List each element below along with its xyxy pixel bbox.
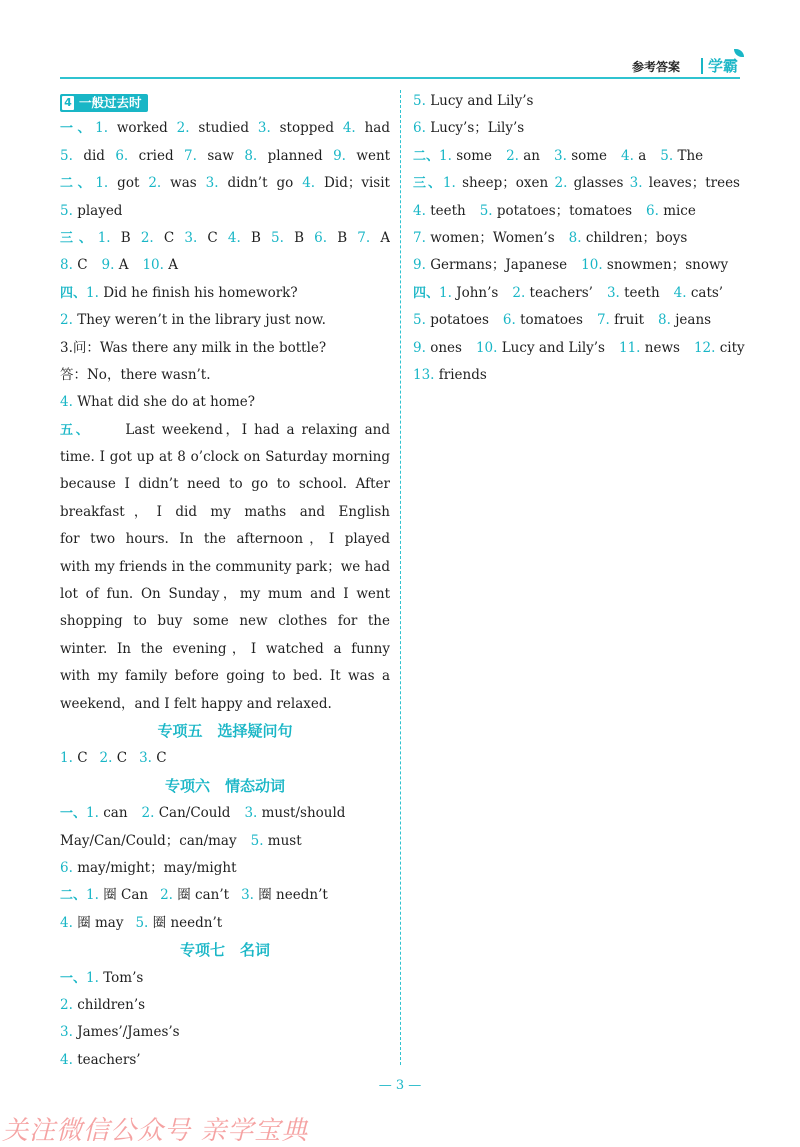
item-number: 5. xyxy=(660,147,674,164)
item-number: 1. xyxy=(95,175,109,192)
answer-text: stopped xyxy=(279,120,334,137)
answer-text: Did；visit xyxy=(324,175,390,192)
answer-line xyxy=(413,335,745,362)
answer-text: snowmen；snowy xyxy=(606,257,729,274)
answer-text: sheep；oxen xyxy=(462,175,549,192)
item-number: 3. xyxy=(241,887,254,904)
header-rule xyxy=(60,77,740,79)
answer-line xyxy=(60,280,390,307)
answer-line xyxy=(413,307,740,334)
item-number: 9. xyxy=(413,257,426,274)
item-number: 2. xyxy=(512,284,526,301)
section-title: 专项五 选择疑问句 xyxy=(157,721,293,740)
item-number: 1. xyxy=(86,284,99,301)
item-number: 6. xyxy=(314,229,328,246)
answer-text: Germans；Japanese xyxy=(430,257,568,274)
answer-line xyxy=(60,828,390,855)
section-label: 一、 xyxy=(60,121,96,137)
answer-text: some xyxy=(571,147,608,164)
answer-text: saw xyxy=(207,147,234,164)
item-number: 1. xyxy=(97,229,111,246)
item-number: 2. xyxy=(160,887,173,904)
item-number: 3. xyxy=(554,147,567,164)
answer-text: teeth xyxy=(430,202,466,219)
section-label: 一、 xyxy=(60,806,87,822)
answer-line xyxy=(413,143,740,170)
answer-line xyxy=(60,335,390,362)
item-number: 4. xyxy=(621,147,634,164)
item-number: 3. xyxy=(205,175,219,192)
item-number: 8. xyxy=(568,229,582,246)
item-number: 10. xyxy=(142,257,164,274)
item-number: 3. xyxy=(60,1024,73,1041)
item-number: 4. xyxy=(302,175,316,192)
essay-line: time. I got up at 8 o’clock on Saturday morning xyxy=(60,449,390,466)
answer-line xyxy=(60,992,390,1019)
column-divider xyxy=(400,90,401,1065)
answer-text: played xyxy=(77,202,123,219)
watermark: 关注微信公众号 亲学宝典 xyxy=(2,1116,309,1146)
item-number: 7. xyxy=(413,229,426,246)
item-number: 9. xyxy=(333,147,346,164)
answer-text: children’s xyxy=(77,996,146,1013)
answer-line xyxy=(413,170,740,197)
answer-line xyxy=(60,143,390,170)
brand-text: 学霸 xyxy=(707,57,738,75)
item-number: 4. xyxy=(342,120,356,137)
section-label: 四、 xyxy=(413,285,440,301)
answer-line xyxy=(413,280,740,307)
section-badge xyxy=(60,94,148,112)
item-number: 13. xyxy=(413,366,435,383)
essay-line: shopping to buy some new clothes for the xyxy=(60,613,390,630)
item-number: 3. xyxy=(184,229,198,246)
answer-text: A xyxy=(380,229,390,246)
item-number: 3. xyxy=(257,120,271,137)
answer-text: fruit xyxy=(614,312,645,329)
answer-text: did xyxy=(83,147,105,164)
answer-text: Lucy and Lily’s xyxy=(430,93,534,109)
item-number: 2. xyxy=(99,750,113,767)
answer-text: Can/Could xyxy=(158,805,231,822)
answer-text: planned xyxy=(267,147,323,164)
item-number: 2. xyxy=(148,175,162,192)
answer-text: can xyxy=(103,805,128,822)
item-number: 2. xyxy=(141,805,155,822)
answer-text: Tom’s xyxy=(103,969,144,986)
left-column xyxy=(60,88,390,1074)
answer-text: was xyxy=(170,175,197,192)
answer-text: had xyxy=(364,120,390,137)
answer-text: 圈 may xyxy=(77,914,124,931)
answer-text: studied xyxy=(198,120,250,137)
answer-text: teachers’ xyxy=(77,1051,141,1068)
answer-line xyxy=(413,225,740,252)
answer-text: children；boys xyxy=(585,229,688,246)
item-number: 4. xyxy=(227,229,241,246)
answer-text: a xyxy=(638,147,647,164)
answer-line xyxy=(413,198,740,225)
essay-line: lot of fun. On Sunday，my mum and I went xyxy=(60,586,390,603)
item-number: 7. xyxy=(596,312,610,329)
item-number: 8. xyxy=(244,147,258,164)
answer-text: Did he finish his homework? xyxy=(103,284,298,301)
answer-text: cats’ xyxy=(690,284,724,301)
section-label: 一、 xyxy=(60,970,87,986)
answer-line xyxy=(60,307,390,334)
section-label: 四、 xyxy=(60,285,87,301)
answer-text: A xyxy=(168,257,178,274)
answer-text: What did she do at home? xyxy=(77,394,255,411)
answer-line xyxy=(60,882,390,909)
section-label: 二、 xyxy=(60,176,96,192)
answer-text: must xyxy=(267,832,302,849)
answer-text: teeth xyxy=(624,284,660,301)
answer-text: may/might；may/might xyxy=(77,859,237,876)
item-number: 4. xyxy=(60,914,73,931)
answer-line xyxy=(60,1047,390,1074)
answer-text: cried xyxy=(138,147,174,164)
answer-line xyxy=(60,198,390,225)
answer-text: mice xyxy=(663,202,696,219)
answer-text: didn’t go xyxy=(227,175,294,192)
answer-line xyxy=(60,855,390,882)
answer-text: Lucy’s；Lily’s xyxy=(430,120,525,137)
answer-text: A xyxy=(118,257,129,274)
answer-line xyxy=(413,252,740,279)
answer-text: women；Women’s xyxy=(430,229,555,246)
essay-line: weekend，and I felt happy and relaxed. xyxy=(60,695,332,712)
answer-text: C xyxy=(77,257,88,274)
item-number: 2. xyxy=(554,175,568,192)
item-number: 1. xyxy=(95,120,108,137)
item-number: 3. xyxy=(244,805,258,822)
item-number: 11. xyxy=(618,339,641,356)
item-number: 1. xyxy=(439,284,452,301)
item-number: 10. xyxy=(581,257,603,274)
item-number: 5. xyxy=(60,147,73,164)
answer-text: some xyxy=(456,147,493,164)
section-label: 三、 xyxy=(413,176,443,192)
item-number: 6. xyxy=(115,147,129,164)
answer-line xyxy=(413,88,740,115)
answer-text: John’s xyxy=(456,284,499,301)
answer-text: 答：No，there wasn’t. xyxy=(60,366,211,383)
essay-text: Last weekend，I had a relaxing and xyxy=(125,421,390,438)
item-number: 9. xyxy=(101,257,115,274)
item-number: 9. xyxy=(413,339,426,356)
item-number: 2. xyxy=(60,996,73,1013)
item-number: 5. xyxy=(479,202,493,219)
answer-line xyxy=(60,252,390,279)
answer-line xyxy=(60,115,390,142)
item-number: 1. xyxy=(86,887,99,904)
answer-text: B xyxy=(337,229,348,246)
answer-text: potatoes xyxy=(430,312,489,329)
item-number: 1. xyxy=(442,175,456,192)
item-number: 7. xyxy=(184,147,197,164)
answer-text: friends xyxy=(438,366,487,383)
item-number: 2. xyxy=(176,120,190,137)
item-number: 12. xyxy=(693,339,716,356)
answer-text: Lucy and Lily’s xyxy=(501,339,605,356)
item-number: 4. xyxy=(60,394,73,411)
item-number: 3. xyxy=(60,339,73,356)
item-number: 5. xyxy=(60,202,73,219)
answer-text: worked xyxy=(116,120,168,137)
answer-line xyxy=(60,910,390,937)
item-number: 1. xyxy=(86,805,99,822)
answer-text: ones xyxy=(430,339,462,356)
essay-line: winter. In the evening，I watched a funny xyxy=(60,640,390,657)
header-label: 参考答案 xyxy=(631,60,680,74)
answer-text: C xyxy=(163,229,175,246)
item-number: 5. xyxy=(250,832,264,849)
answer-line xyxy=(60,745,390,772)
item-number: 6. xyxy=(646,202,659,219)
section-label: 二、 xyxy=(413,148,440,164)
item-number: 8. xyxy=(60,257,73,274)
badge-text: 一般过去时 xyxy=(79,94,142,110)
answer-text: C xyxy=(116,750,128,767)
answer-text: an xyxy=(523,147,540,164)
answer-text: C xyxy=(207,229,218,246)
item-number: 5. xyxy=(135,914,149,931)
answer-line xyxy=(60,225,390,252)
answer-text: 圈 needn’t xyxy=(152,914,223,931)
answer-text: 圈 needn’t xyxy=(258,887,328,904)
badge-number: 4 xyxy=(61,95,75,111)
section-label: 三、 xyxy=(60,230,98,246)
page-number: — 3 — xyxy=(378,1078,422,1093)
answer-text: They weren’t in the library just now. xyxy=(77,312,326,329)
answer-line xyxy=(413,362,740,389)
answer-line xyxy=(60,965,390,992)
item-number: 3. xyxy=(606,284,620,301)
essay-line: because I didn’t need to go to school. After xyxy=(60,476,390,493)
answer-text: C xyxy=(156,750,167,767)
section-label: 二、 xyxy=(60,888,87,904)
essay-line: with my family before going to bed. It was a xyxy=(60,668,390,685)
section-title: 专项七 名词 xyxy=(179,941,270,960)
section-title: 专项六 情态动词 xyxy=(164,776,285,795)
answer-text: May/Can/Could；can/may xyxy=(60,832,237,849)
item-number: 3. xyxy=(629,175,643,192)
item-number: 5. xyxy=(413,93,426,109)
item-number: 8. xyxy=(658,312,671,329)
item-number: 1. xyxy=(439,147,452,164)
item-number: 4. xyxy=(413,202,426,219)
answer-text: James’/James’s xyxy=(77,1024,180,1041)
item-number: 5. xyxy=(413,312,426,329)
answer-text: got xyxy=(117,175,140,192)
answer-text: 问：Was there any milk in the bottle? xyxy=(72,339,327,356)
answer-line xyxy=(60,362,390,389)
answer-text: B xyxy=(294,229,305,246)
essay-line: for two hours. In the afternoon，I played xyxy=(60,531,390,548)
answer-text: B xyxy=(250,229,261,246)
item-number: 10. xyxy=(475,339,498,356)
answer-text: The xyxy=(677,147,704,164)
item-number: 7. xyxy=(357,229,371,246)
leaf-icon xyxy=(734,49,744,57)
answer-line xyxy=(60,1019,390,1046)
answer-text: teachers’ xyxy=(529,284,593,301)
answer-text: jeans xyxy=(675,312,712,329)
answer-line xyxy=(60,389,390,416)
item-number: 3. xyxy=(139,750,152,767)
essay-line: with my friends in the community park；we had xyxy=(60,558,390,575)
answer-text: potatoes；tomatoes xyxy=(496,202,632,219)
answer-line xyxy=(413,115,740,142)
answer-text: went xyxy=(356,147,390,164)
answer-text: 圈 Can xyxy=(103,887,149,904)
answer-text: B xyxy=(120,229,131,246)
answer-line xyxy=(60,800,390,827)
brand-logo xyxy=(708,55,738,76)
answer-text: must/should xyxy=(261,805,346,822)
item-number: 1. xyxy=(60,750,73,767)
item-number: 1. xyxy=(86,969,99,986)
answer-text: tomatoes xyxy=(520,312,583,329)
page-header xyxy=(60,58,740,78)
right-column xyxy=(413,88,745,389)
section-badge-row xyxy=(60,88,390,115)
essay-line: breakfast，I did my maths and English xyxy=(60,503,390,520)
item-number: 5. xyxy=(271,229,284,246)
item-number: 2. xyxy=(506,147,519,164)
answer-text: glasses xyxy=(573,175,624,192)
essay-line xyxy=(60,417,390,444)
answer-text: C xyxy=(77,750,88,767)
item-number: 2. xyxy=(140,229,154,246)
item-number: 6. xyxy=(60,859,73,876)
item-number: 4. xyxy=(673,284,687,301)
item-number: 4. xyxy=(60,1051,73,1068)
answer-text: city xyxy=(719,339,745,356)
section-label: 五、 xyxy=(60,422,92,438)
answer-text: leaves；trees xyxy=(648,175,740,192)
answer-text: news xyxy=(644,339,680,356)
answer-line xyxy=(60,170,390,197)
item-number: 6. xyxy=(502,312,516,329)
answer-text: 圈 can’t xyxy=(177,887,230,904)
item-number: 6. xyxy=(413,120,426,137)
item-number: 2. xyxy=(60,312,73,329)
